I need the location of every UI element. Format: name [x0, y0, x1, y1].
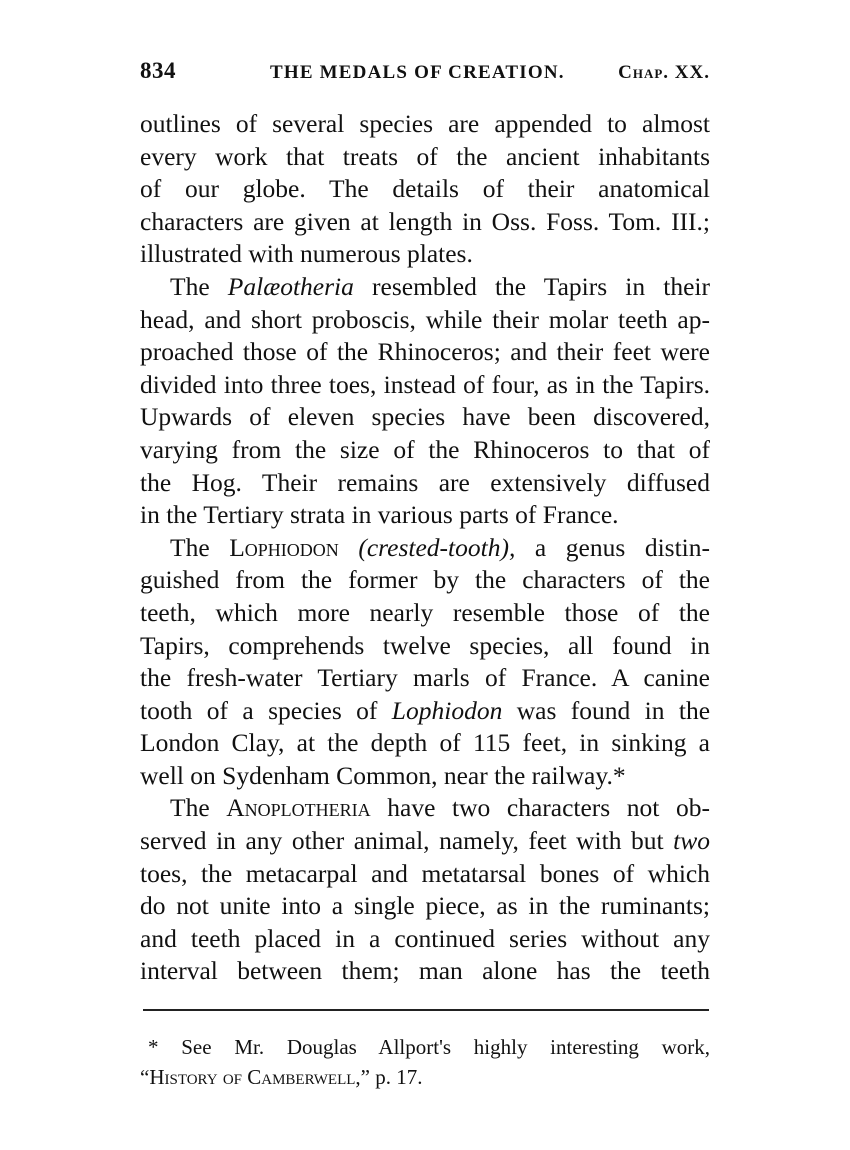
text-line: the fresh-water Tertiary marls of France. A canine	[140, 663, 710, 693]
body-text	[140, 108, 710, 988]
text-line: Upwards of eleven species have been discovered,	[140, 402, 710, 432]
text-line: head, and short proboscis, while their molar teeth ap-	[140, 304, 710, 334]
text-line: Tapirs, comprehends twelve species, all found in	[140, 630, 710, 660]
paragraph-3	[140, 532, 710, 793]
text-line: the Hog. Their remains are extensively diffused	[140, 467, 710, 497]
text-line: well on Sydenham Common, near the railway.*	[140, 760, 626, 790]
footnote-divider	[143, 1009, 709, 1011]
paragraph-1	[140, 108, 710, 271]
italic-term: Palæotheria	[227, 271, 354, 301]
text-line: every work that treats of the ancient inhabitants	[140, 141, 710, 171]
italic-term: Lophiodon	[391, 695, 503, 725]
chapter-label: Chap. XX.	[618, 62, 710, 83]
text-line: varying from the size of the Rhinoceros to that of	[140, 434, 710, 464]
text-line: served in any other animal, namely, feet with but two	[140, 826, 710, 856]
text-line: of our globe. The details of their anatomical	[140, 174, 710, 204]
footnote-line: “History of Camberwell,” p. 17.	[140, 1065, 423, 1089]
text-line: do not unite into a single piece, as in the ruminants;	[140, 891, 710, 921]
text-line: illustrated with numerous plates.	[140, 239, 473, 269]
text-line: divided into three toes, instead of four, as in the Tapirs.	[140, 369, 710, 399]
running-title: THE MEDALS OF CREATION.	[270, 62, 565, 83]
small-caps-title: History of Camberwell,	[149, 1065, 361, 1089]
text-line: The Anoplotheria have two characters not ob-	[170, 793, 710, 823]
text-line: outlines of several species are appended to almost	[140, 109, 710, 138]
paragraph-2	[140, 271, 710, 532]
text-line: toes, the metacarpal and metatarsal bones of which	[140, 858, 710, 888]
running-header	[140, 58, 710, 88]
text-line: proached those of the Rhinoceros; and their feet were	[140, 337, 710, 367]
text-line: and teeth placed in a continued series without any	[140, 923, 710, 953]
text-line: interval between them; man alone has the teeth	[140, 956, 710, 986]
small-caps-term: Lophiodon	[229, 532, 339, 562]
text-line: London Clay, at the depth of 115 feet, in sinking a	[140, 728, 710, 758]
text-line: teeth, which more nearly resemble those of the	[140, 597, 710, 627]
italic-term: (crested-tooth),	[358, 532, 516, 562]
footnote	[140, 1032, 710, 1092]
small-caps-term: Anoplotheria	[226, 793, 371, 823]
italic-term: two	[673, 826, 710, 856]
text-line: in the Tertiary strata in various parts of France.	[140, 500, 619, 530]
page-number: 834	[140, 58, 176, 83]
text-line: characters are given at length in Oss. Foss. Tom. III.;	[140, 206, 710, 236]
text-line: The Lophiodon (crested-tooth), a genus distin-	[170, 532, 710, 562]
text-line: guished from the former by the characters of the	[140, 565, 710, 595]
text-line: The Palæotheria resembled the Tapirs in their	[170, 271, 710, 301]
footnote-line: * See Mr. Douglas Allport's highly interesting work,	[148, 1035, 710, 1059]
paragraph-4	[140, 792, 710, 988]
text-line: tooth of a species of Lophiodon was found in the	[140, 695, 711, 725]
